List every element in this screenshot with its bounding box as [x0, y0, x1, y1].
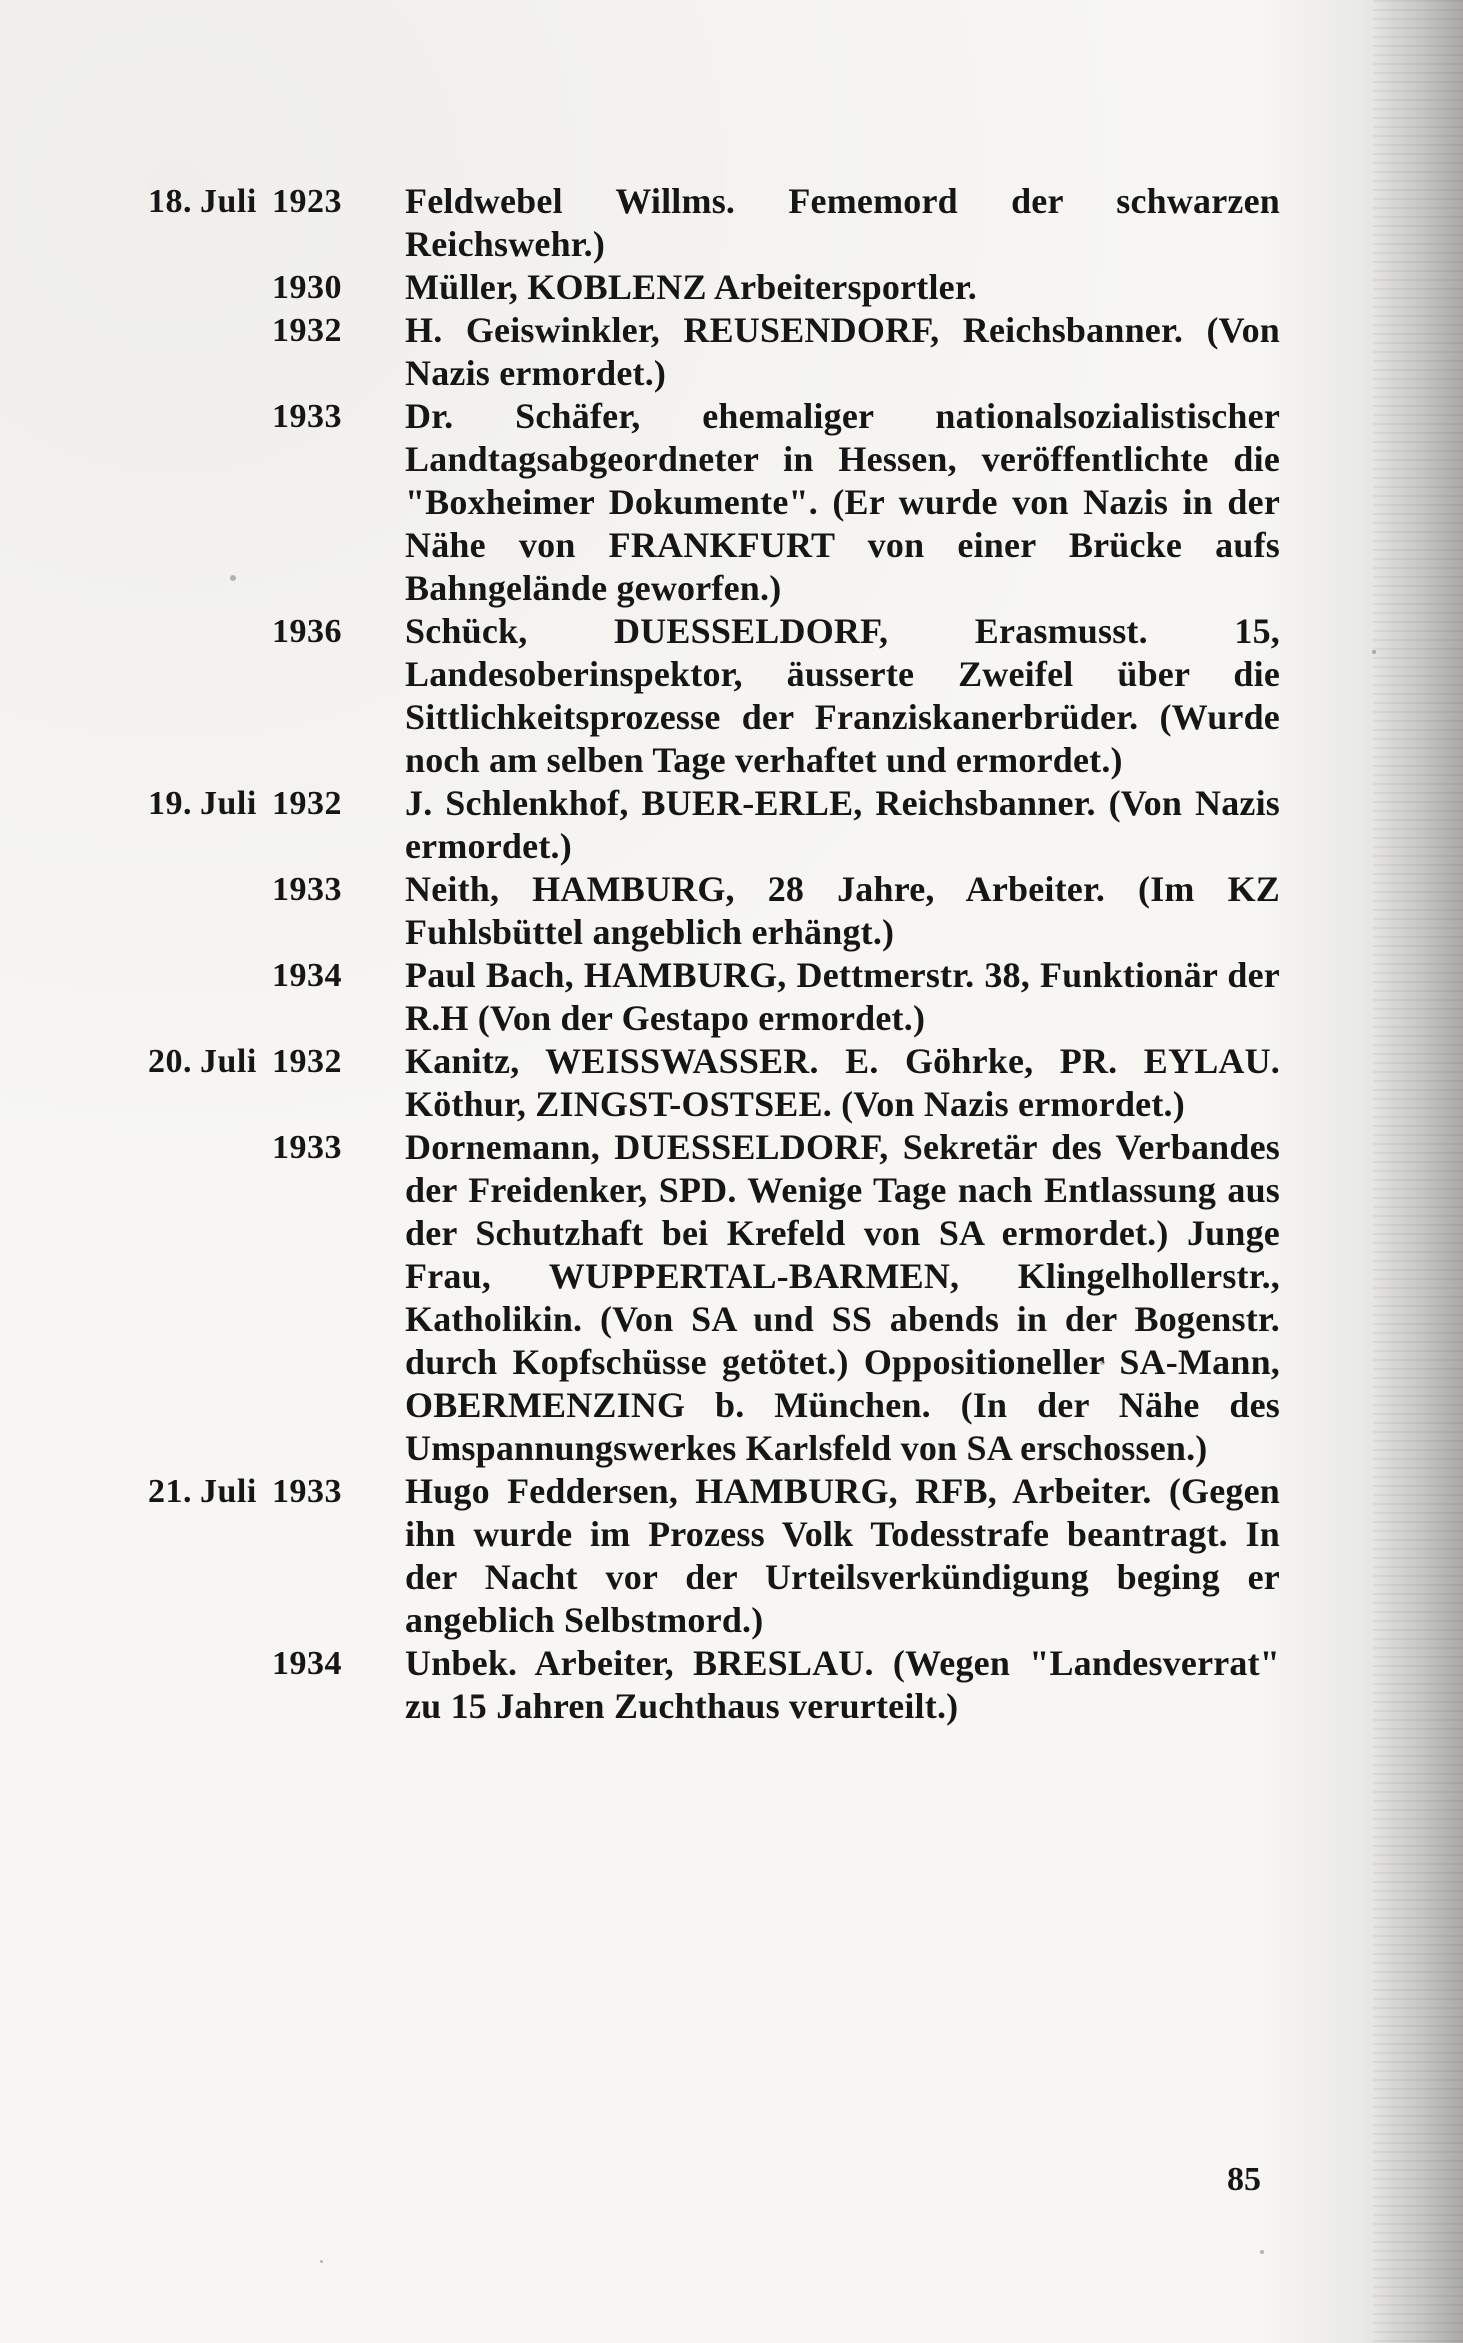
entry-text: H. Geiswinkler, REUSENDORF, Reichsbanner. (Von Nazis ermordet.): [405, 310, 1280, 393]
page-number: 85: [1227, 2161, 1261, 2198]
page-edge-shadow: [1373, 0, 1463, 2343]
entry-1930: [110, 266, 1280, 309]
entry-year: 1933: [272, 398, 342, 435]
entry-1936: [110, 610, 1280, 782]
entry-text: Schück, DUESSELDORF, Erasmusst. 15, Landesoberinspektor, äusserte Zweifel über die Sittlichkeitsprozesse der Franziskanerbrüder. (Wurde noch am selben Tage verhaftet und ermordet.): [405, 611, 1280, 780]
entry-text: Paul Bach, HAMBURG, Dettmerstr. 38, Funktionär der R.H (Von der Gestapo ermordet.): [405, 955, 1280, 1038]
entry-1933: [110, 395, 1280, 610]
entry-date-day: 21.: [148, 1473, 192, 1510]
entry-text: Feldwebel Willms. Fememord der schwarzen Reichswehr.): [405, 181, 1280, 264]
entry-1934: [110, 954, 1280, 1040]
entry-year: 1936: [272, 613, 342, 650]
entry-text: Dornemann, DUESSELDORF, Sekretär des Verbandes der Freidenker, SPD. Wenige Tage nach Entlassung aus der Schutzhaft bei Krefeld von SA ermordet.) Junge Frau, WUPPERTAL-BARMEN, Klingelhollerstr., Katholikin. (Von SA und SS abends in der Bogenstr. durch Kopfschüsse getötet.) Oppositioneller SA-Mann, OBERMENZING b. München. (In der Nähe des Umspannungswerkes Karlsfeld von SA erschossen.): [405, 1127, 1280, 1468]
entry-1923-07-18: [110, 180, 1280, 266]
entry-year: 1930: [272, 269, 342, 306]
entry-text: J. Schlenkhof, BUER-ERLE, Reichsbanner. (Von Nazis ermordet.): [405, 783, 1280, 866]
entry-year: 1933: [272, 1473, 342, 1510]
entry-1932-07-20: [110, 1040, 1280, 1126]
entry-year: 1934: [272, 1645, 342, 1682]
entry-1932: [110, 309, 1280, 395]
scan-speck: [1372, 650, 1376, 654]
entry-year: 1934: [272, 957, 342, 994]
entry-date-day: 20.: [148, 1043, 192, 1080]
entry-1933-b: [110, 868, 1280, 954]
entry-1934-b: [110, 1642, 1280, 1728]
entry-year: 1933: [272, 1129, 342, 1166]
entry-date-month: Juli: [200, 1043, 257, 1080]
scan-speck: [320, 2260, 323, 2263]
entry-year: 1932: [272, 785, 342, 822]
entry-1933-c: [110, 1126, 1280, 1470]
entry-text: Unbek. Arbeiter, BRESLAU. (Wegen "Landesverrat" zu 15 Jahren Zuchthaus verurteilt.): [405, 1643, 1280, 1726]
entry-text: Dr. Schäfer, ehemaliger nationalsozialistischer Landtagsabgeordneter in Hessen, veröffentlichte die "Boxheimer Dokumente". (Er wurde von Nazis in der Nähe von FRANKFURT von einer Brücke aufs Bahngelände geworfen.): [405, 396, 1280, 608]
entry-text: Müller, KOBLENZ Arbeitersportler.: [405, 267, 977, 307]
entry-text: Hugo Feddersen, HAMBURG, RFB, Arbeiter. (Gegen ihn wurde im Prozess Volk Todesstrafe beantragt. In der Nacht vor der Urteilsverkündigung beging er angeblich Selbstmord.): [405, 1471, 1280, 1640]
chronology-list: [110, 180, 1280, 1728]
entry-1933-07-21: [110, 1470, 1280, 1642]
entry-1932-07-19: [110, 782, 1280, 868]
entry-year: 1923: [272, 183, 342, 220]
entry-date-month: Juli: [200, 785, 257, 822]
entry-date-month: Juli: [200, 183, 257, 220]
scan-speck: [230, 575, 236, 581]
entry-text: Neith, HAMBURG, 28 Jahre, Arbeiter. (Im KZ Fuhlsbüttel angeblich erhängt.): [405, 869, 1280, 952]
entry-date-day: 18.: [148, 183, 192, 220]
entry-date-day: 19.: [148, 785, 192, 822]
scan-speck: [1100, 1360, 1105, 1365]
entry-year: 1933: [272, 871, 342, 908]
entry-year: 1932: [272, 312, 342, 349]
entry-date-month: Juli: [200, 1473, 257, 1510]
entry-year: 1932: [272, 1043, 342, 1080]
entry-text: Kanitz, WEISSWASSER. E. Göhrke, PR. EYLAU. Köthur, ZINGST-OSTSEE. (Von Nazis ermordet.): [405, 1041, 1280, 1124]
scan-speck: [1260, 2250, 1264, 2254]
